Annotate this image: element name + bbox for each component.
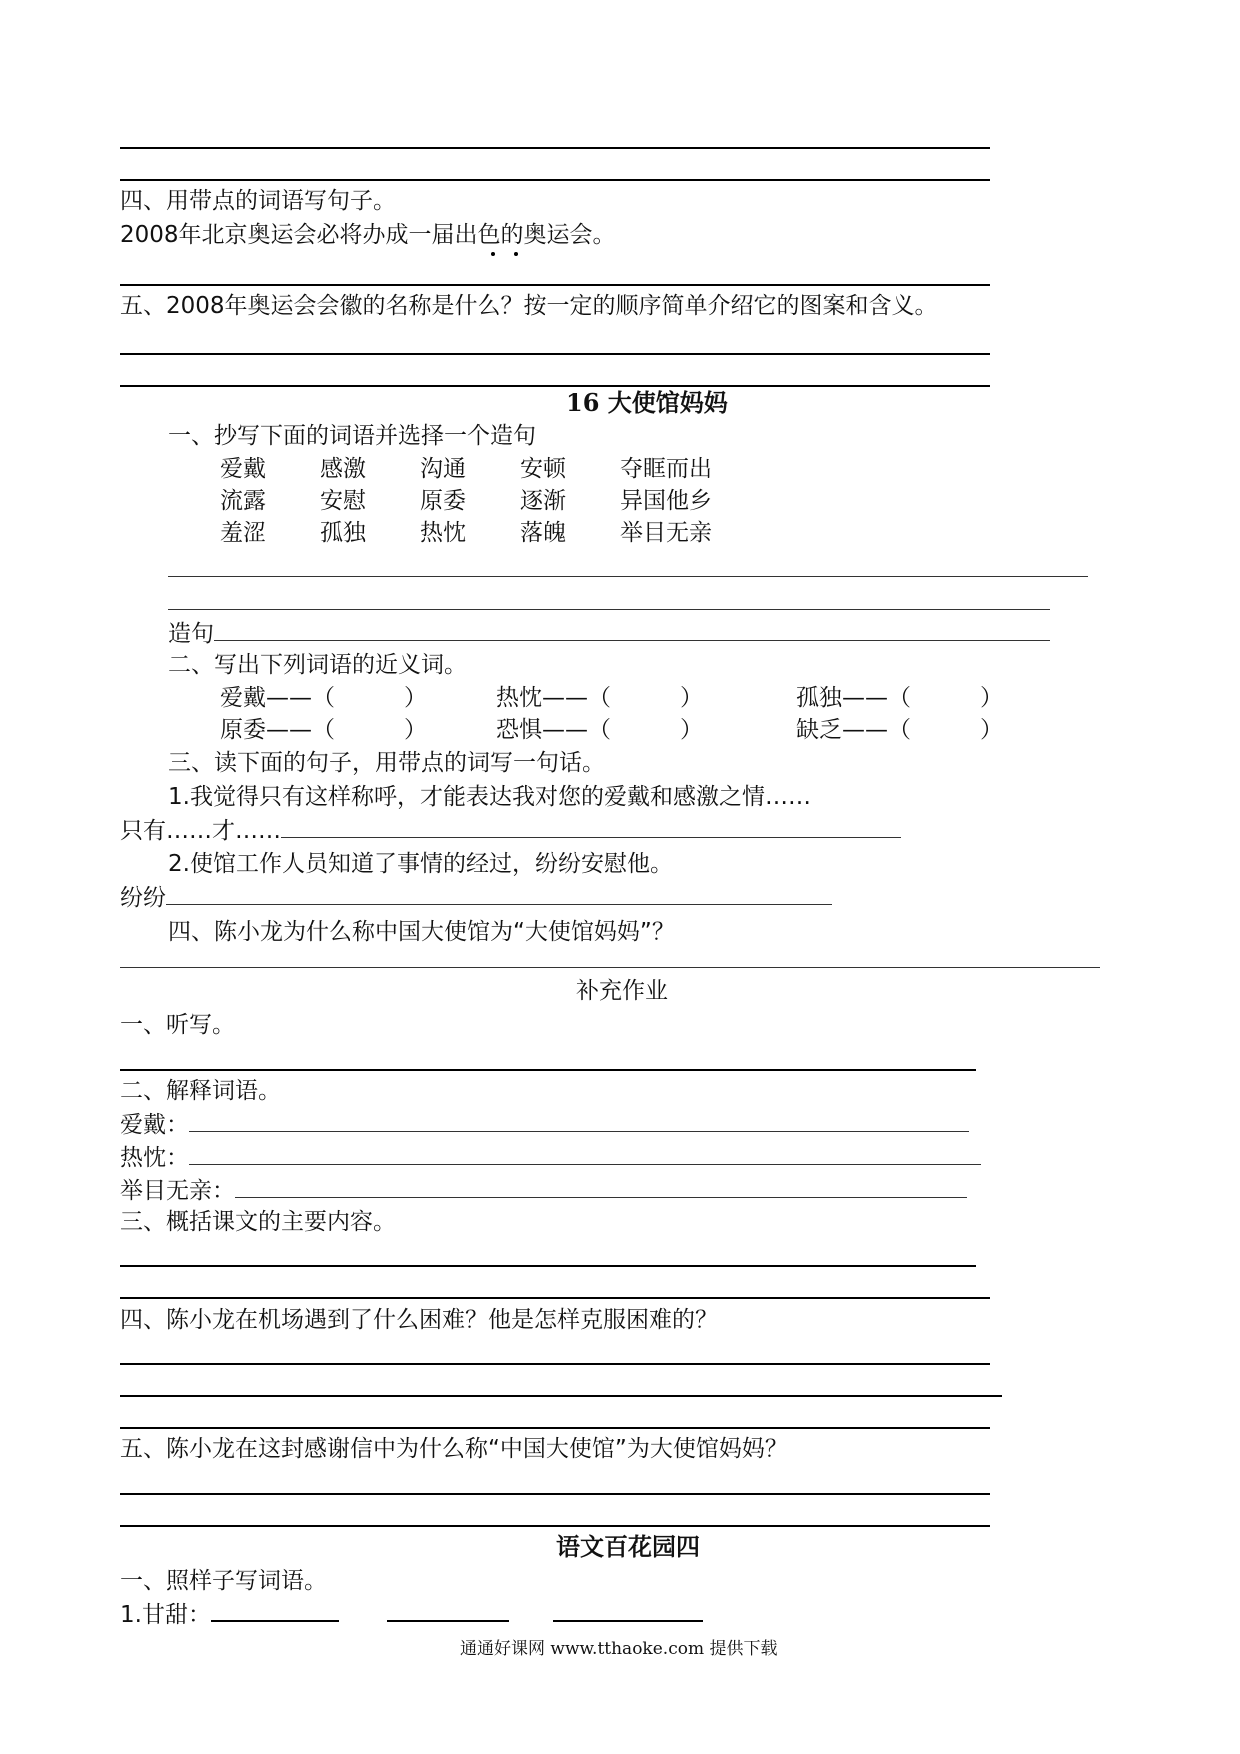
answer-line: [120, 284, 990, 286]
emphasis-dot: [491, 252, 495, 256]
answer-line: [120, 1265, 976, 1267]
answer-line: [120, 385, 990, 387]
sentence-1: 1.我觉得只有这样称呼，才能表达我对您的爱戴和感激之情……: [168, 784, 811, 810]
question-5: 五、2008年奥运会会徽的名称是什么？按一定的顺序简单介绍它的图案和含义。: [120, 293, 938, 319]
synonym-item: 缺乏——（ ）: [796, 717, 1003, 743]
question-4: 四、用带点的词语写句子。: [120, 188, 396, 214]
answer-line: [120, 179, 990, 181]
synonym-item: 热忱——（ ）: [496, 685, 703, 711]
word-row: 爱戴 感激 沟通 安顿 夺眶而出: [220, 456, 712, 482]
answer-line: [120, 1363, 990, 1365]
synonym-item: 爱戴——（ ）: [220, 685, 427, 711]
exercise-item: 1.甘甜：: [120, 1598, 703, 1630]
answer-line: [120, 147, 990, 149]
answer-line: [120, 1427, 990, 1429]
section-title: 语文百花园四: [556, 1532, 700, 1561]
question-4: 四、陈小龙为什么称中国大使馆为“大使馆妈妈”？: [168, 919, 675, 945]
question-2: 二、解释词语。: [120, 1078, 281, 1104]
synonym-item: 孤独——（ ）: [796, 685, 1003, 711]
sentence-prompt: 只有……才……: [120, 815, 901, 846]
copy-line: [168, 609, 1050, 610]
question-4: 四、陈小龙在机场遇到了什么困难？他是怎样克服困难的？: [120, 1307, 718, 1333]
sentence-2: 2.使馆工作人员知道了事情的经过，纷纷安慰他。: [168, 851, 673, 877]
question-3: 三、概括课文的主要内容。: [120, 1209, 396, 1235]
sentence-label: 造句: [168, 618, 1050, 649]
answer-line: [120, 967, 1100, 968]
answer-line: [120, 1493, 990, 1495]
emphasis-dot: [514, 252, 518, 256]
question-2: 二、写出下列词语的近义词。: [168, 652, 467, 678]
word-explain: 举目无亲：: [120, 1175, 967, 1206]
question-1: 一、照样子写词语。: [120, 1568, 327, 1594]
answer-line: [120, 353, 990, 355]
answer-line: [120, 1525, 990, 1527]
answer-line: [120, 1395, 1002, 1397]
question-1: 一、抄写下面的词语并选择一个造句: [168, 423, 536, 449]
word-explain: 爱戴：: [120, 1109, 969, 1140]
word-row: 流露 安慰 原委 逐渐 异国他乡: [220, 488, 712, 514]
page-footer: 通通好课网 www.tthaoke.com 提供下载: [460, 1639, 778, 1659]
question-3: 三、读下面的句子，用带点的词写一句话。: [168, 750, 605, 776]
synonym-item: 恐惧——（ ）: [496, 717, 703, 743]
lesson-title: 16 大使馆妈妈: [566, 388, 728, 417]
question-1: 一、听写。: [120, 1012, 235, 1038]
word-row: 羞涩 孤独 热忱 落魄 举目无亲: [220, 520, 712, 546]
copy-line: [168, 576, 1088, 577]
example-sentence: 2008年北京奥运会必将办成一届出色的奥运会。: [120, 222, 616, 248]
question-5: 五、陈小龙在这封感谢信中为什么称“中国大使馆”为大使馆妈妈？: [120, 1436, 788, 1462]
synonym-item: 原委——（ ）: [220, 717, 427, 743]
answer-line: [120, 1297, 990, 1299]
answer-line: [120, 1069, 976, 1071]
section-title: 补充作业: [576, 978, 668, 1004]
word-explain: 热忱：: [120, 1142, 981, 1173]
sentence-prompt: 纷纷: [120, 882, 832, 913]
